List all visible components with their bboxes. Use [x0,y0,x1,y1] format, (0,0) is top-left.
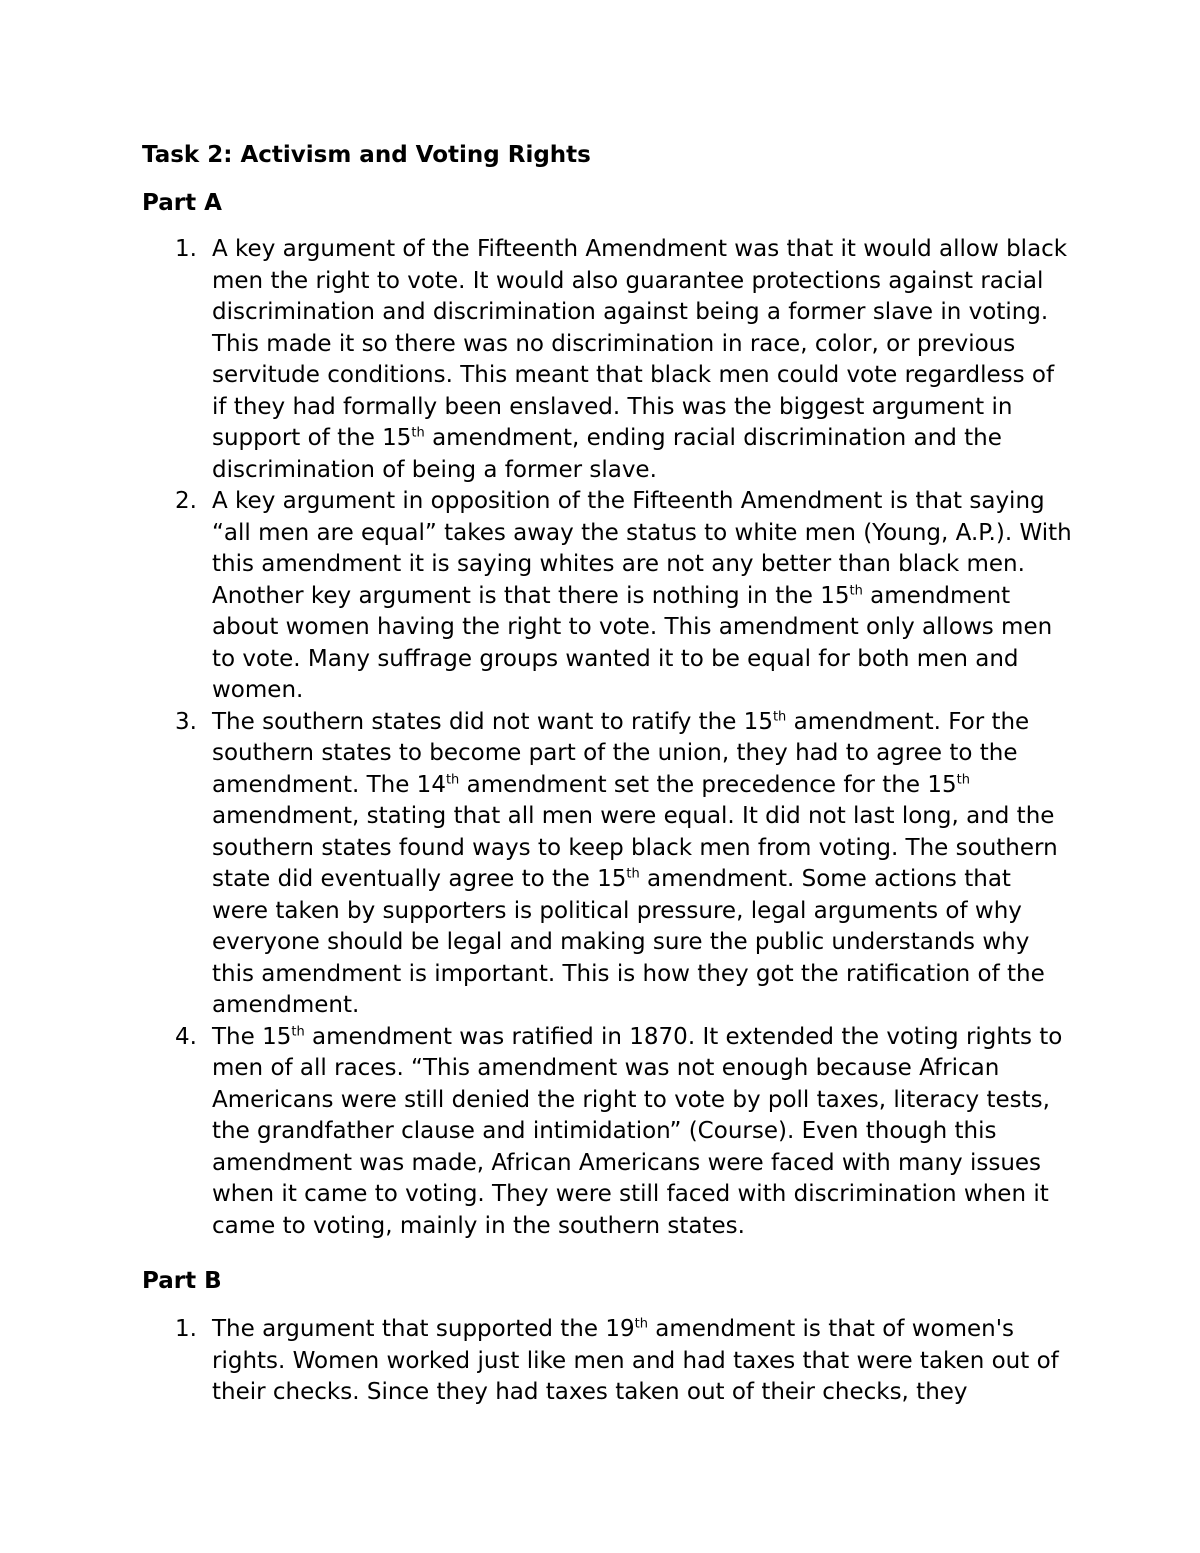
ordinal-suffix: th [411,425,425,441]
list-item [175,1314,1072,1409]
list-item [175,234,1072,486]
ordinal-suffix: th [291,1023,305,1039]
ordinal-suffix: th [849,582,863,598]
list-item-number: 3. [175,708,197,735]
ordinal-suffix: th [772,708,787,724]
list-item [175,707,1072,1022]
part-a-list [175,234,1072,1242]
list-item-number: 4. [175,1023,197,1050]
list-item-text: A key argument in opposition of the Fifteenth Amendment is that saying “all men are equal” takes away the status to white men (Young, A.P.). With this amendment it is saying whites are not any better than black men. Another key argument is that there is nothing in the 15th amendment about women having the right to vote. This amendment only allows men to vote. Many suffrage groups wanted it to be equal for both men and women. [212,488,1072,703]
ordinal-suffix: th [956,771,970,787]
list-item-text: The argument that supported the 19th amendment is that of women's rights. Women worked just like men and had taxes that were taken out of their checks. Since they had taxes taken out of their checks, they [212,1316,1059,1405]
list-item-text: The southern states did not want to ratify the 15th amendment. For the southern states to become part of the union, they had to agree to the amendment. The 14th amendment set the precedence for the 15th amendment, stating that all men were equal. It did not last long, and the southern states found ways to keep black men from voting. The southern state did eventually agree to the 15th amendment. Some actions that were taken by supporters is political pressure, legal arguments of why everyone should be legal and making sure the public understands why this amendment is important. This is how they got the ratification of the amendment. [212,708,1058,1018]
ordinal-suffix: th [626,866,640,882]
list-item-text: A key argument of the Fifteenth Amendment was that it would allow black men the right to vote. It would also guarantee protections against racial discrimination and discrimination against being a former slave in voting. This made it so there was no discrimination in race, color, or previous servitude conditions. This meant that black men could vote regardless of if they had formally been enslaved. This was the biggest argument in support of the 15th amendment, ending racial discrimination and the discrimination of being a former slave. [212,236,1068,483]
part-a-heading: Part A [142,190,222,216]
list-item [175,486,1072,707]
list-item-number: 1. [175,236,197,262]
ordinal-suffix: th [445,771,460,787]
document-title: Task 2: Activism and Voting Rights [142,142,591,168]
list-item [175,1022,1072,1243]
list-item-text: The 15th amendment was ratified in 1870. It extended the voting rights to men of all races. “This amendment was not enough because African Americans were still denied the right to vote by poll taxes, literacy tests, the grandfather clause and intimidation” (Course). Even though this amendment was made, African Americans were faced with many issues when it came to voting. They were still faced with discrimination when it came to voting, mainly in the southern states. [212,1023,1063,1239]
part-b-heading: Part B [142,1268,222,1294]
list-item-number: 2. [175,488,197,514]
part-b-list [175,1314,1072,1409]
list-item-number: 1. [175,1316,197,1342]
ordinal-suffix: th [634,1316,648,1332]
